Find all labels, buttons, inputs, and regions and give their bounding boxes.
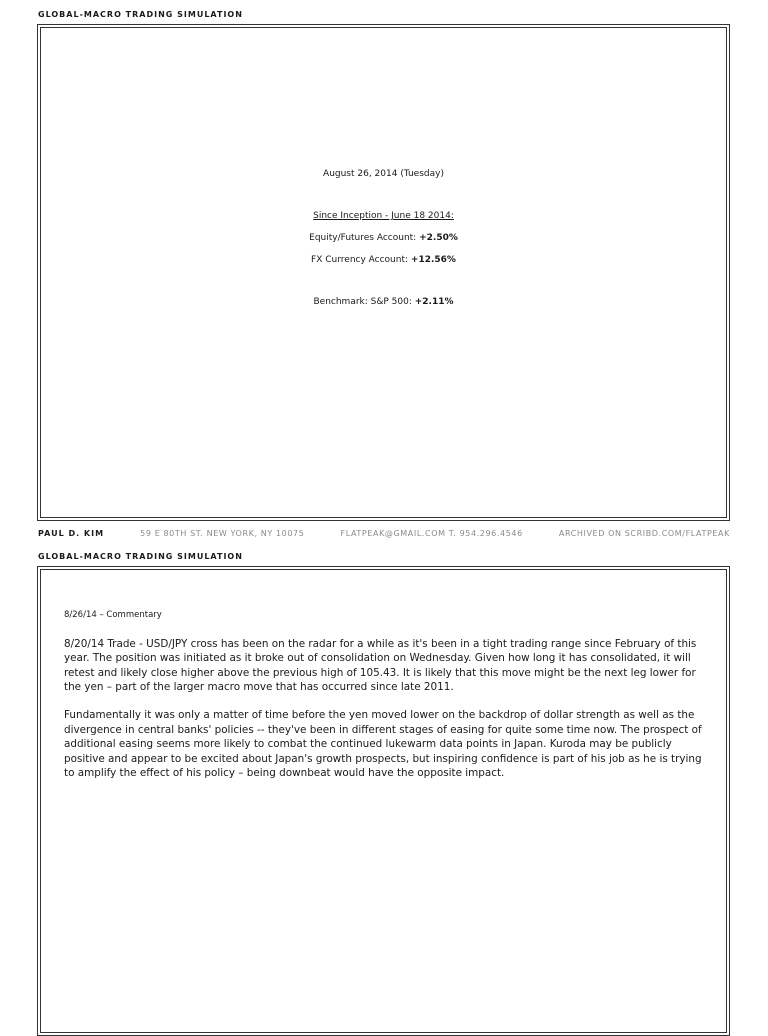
equity-account-value: +2.50% [419,233,458,243]
author-contact: FLATPEAK@GMAIL.COM T. 954.296.4546 [340,529,523,538]
commentary-heading: 8/26/14 – Commentary [64,610,162,620]
page-title-bottom: GLOBAL-MACRO TRADING SIMULATION [38,552,243,561]
author-address: 59 E 80TH ST. NEW YORK, NY 10075 [140,529,305,538]
fx-account-value: +12.56% [410,255,456,265]
since-inception-heading: Since Inception - June 18 2014: [313,211,454,221]
fx-account-label: FX Currency Account: [311,255,409,265]
commentary-paragraph-1: 8/20/14 Trade - USD/JPY cross has been on the radar for a while as it's been in a tight trading range since February of this year. The position was initiated as it broke out of consolidation on Wednesday. Given how long it has consolidated, it will retest and likely close higher above the previous high of 105.43. It is likely that this move might be the next leg lower for the yen – part of the larger macro move that has occurred since late 2011. [64,637,697,694]
equity-account-line [38,232,729,244]
report-date: August 26, 2014 (Tuesday) [323,169,444,179]
page-footer [38,529,730,538]
benchmark-label: Benchmark: S&P 500: [313,297,412,307]
page-title-top: GLOBAL-MACRO TRADING SIMULATION [38,10,243,19]
summary-frame [37,24,730,521]
commentary-paragraph-2: Fundamentally it was only a matter of time before the yen moved lower on the backdrop of dollar strength as well as the divergence in central banks' policies -- they've been in different stages of easing for quite some time now. The prospect of additional easing seems more likely to combat the continued lukewarm data points in Japan. Kuroda may be publicly positive and appear to be excited about Japan's growth prospects, but inspiring confidence is part of his job as he is trying to amplify the effect of his policy – being downbeat would have the opposite impact. [64,708,702,780]
commentary-frame [37,566,730,1036]
performance-summary [38,168,729,308]
commentary-body [64,608,704,794]
equity-account-label: Equity/Futures Account: [309,233,417,243]
author-name: PAUL D. KIM [38,529,105,538]
archive-note: ARCHIVED ON SCRIBD.COM/FLATPEAK [558,529,730,538]
benchmark-value: +2.11% [414,297,454,307]
benchmark-line [38,296,729,308]
fx-account-line [38,254,729,266]
